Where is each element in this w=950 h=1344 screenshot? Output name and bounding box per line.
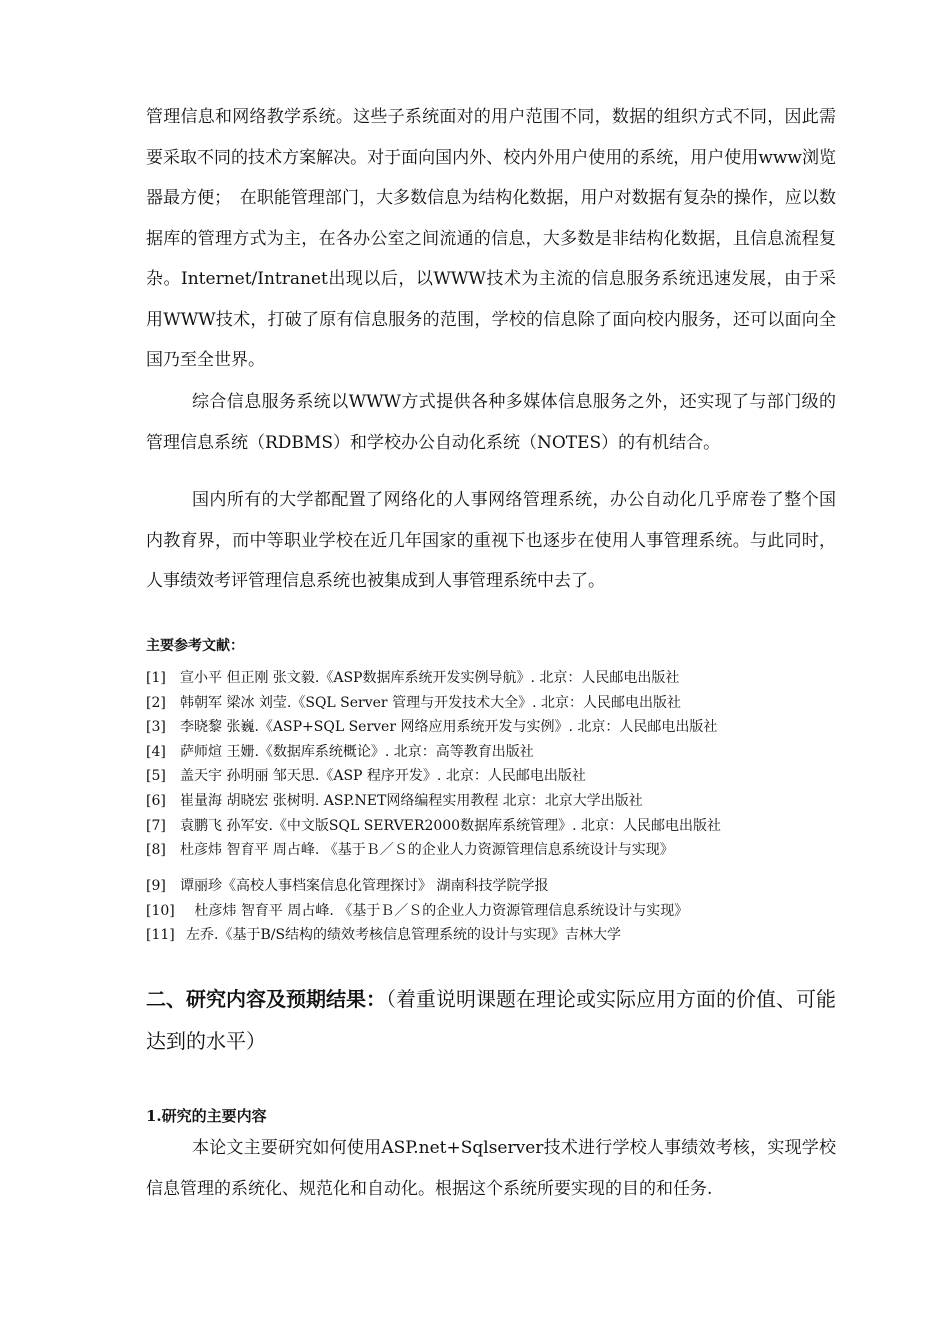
- section-heading-note: （着重说明课题在理论或实际应用方面的价值、可能达到的水平）: [146, 987, 836, 1053]
- reference-number: [6]: [146, 792, 166, 809]
- reference-number: [2]: [146, 694, 166, 711]
- body-paragraph-1: 管理信息和网络教学系统。这些子系统面对的用户范围不同，数据的组织方式不同，因此需要采取不同的技术方案解决。对于面向国内外、校内外用户使用的系统，用户使用www浏览器最方便； 在职能管理部门，大多数信息为结构化数据，用户对数据有复杂的操作，应以数据库的管理方式为主，在各办公室之间流通的信息，大多数是非结构化数据，且信息流程复杂。Internet/Intranet出现以后，以WWW技术为主流的信息服务系统迅速发展，由于采用WWW技术，打破了原有信息服务的范围，学校的信息除了面向校内服务，还可以面向全国乃至全世界。: [146, 107, 836, 370]
- reference-item-3: [146, 715, 846, 740]
- reference-text: 杜彦炜 智育平 周占峰. 《基于Ｂ／Ｓ的企业人力资源管理信息系统设计与实现》: [190, 902, 689, 919]
- body-paragraph-3: 国内所有的大学都配置了网络化的人事网络管理系统，办公自动化几乎席卷了整个国内教育界，而中等职业学校在近几年国家的重视下也逐步在使用人事管理系统。与此同时，人事绩效考评管理信息系统也被集成到人事管理系统中去了。: [146, 490, 836, 591]
- reference-number: [5]: [146, 768, 166, 785]
- reference-number: [3]: [146, 719, 166, 736]
- subsection-paragraph: 本论文主要研究如何使用ASP.net+Sqlserver技术进行学校人事绩效考核，实现学校信息管理的系统化、规范化和自动化。根据这个系统所要实现的目的和任务.: [146, 1138, 836, 1199]
- reference-text: 左乔.《基于B/S结构的绩效考核信息管理系统的设计与实现》吉林大学: [186, 927, 622, 944]
- body-paragraph-2: 综合信息服务系统以WWW方式提供各种多媒体信息服务之外，还实现了与部门级的管理信息系统（RDBMS）和学校办公自动化系统（NOTES）的有机结合。: [146, 392, 836, 453]
- reference-number: [4]: [146, 743, 166, 760]
- reference-text: 谭丽珍《高校人事档案信息化管理探讨》 湖南科技学院学报: [180, 878, 549, 894]
- reference-item-2: [146, 691, 846, 716]
- reference-text: 崔量海 胡晓宏 张树明. ASP.NET网络编程实用教程 北京：北京大学出版社: [180, 792, 643, 809]
- reference-text: 宣小平 但正刚 张文毅.《ASP数据库系统开发实例导航》. 北京：人民邮电出版社: [180, 670, 680, 686]
- reference-number: [1]: [146, 670, 166, 686]
- reference-text: 盖天宇 孙明丽 邹天思.《ASP 程序开发》. 北京：人民邮电出版社: [180, 768, 586, 785]
- section-heading-title: 二、研究内容及预期结果：: [146, 987, 386, 1011]
- reference-item-7: [146, 814, 846, 839]
- reference-item-10: [146, 899, 846, 924]
- reference-item-1: [146, 666, 846, 691]
- reference-number: [10]: [146, 902, 175, 919]
- reference-number: [11]: [146, 927, 175, 944]
- reference-text: 韩朝军 梁冰 刘莹.《SQL Server 管理与开发技术大全》. 北京：人民邮电出版社: [180, 694, 681, 711]
- reference-text: 李晓黎 张巍.《ASP+SQL Server 网络应用系统开发与实例》. 北京：人民邮电出版社: [180, 719, 718, 736]
- reference-text: 萨师煊 王姗.《数据库系统概论》. 北京：高等教育出版社: [180, 743, 534, 760]
- reference-number: [7]: [146, 817, 166, 834]
- reference-item-6: [146, 789, 846, 814]
- reference-item-11: [146, 923, 846, 948]
- subsection-heading: 1.研究的主要内容: [146, 1107, 267, 1125]
- section-heading: [146, 978, 846, 1062]
- references-list-b: [146, 874, 846, 948]
- reference-number: [8]: [146, 842, 166, 859]
- reference-item-4: [146, 740, 846, 765]
- reference-item-8: [146, 838, 846, 863]
- reference-item-9: [146, 874, 846, 899]
- reference-text: 杜彦炜 智育平 周占峰. 《基于Ｂ／Ｓ的企业人力资源管理信息系统设计与实现》: [180, 842, 674, 859]
- reference-text: 袁鹏飞 孙军安.《中文版SQL SERVER2000数据库系统管理》. 北京：人民邮电出版社: [180, 817, 721, 834]
- references-list-a: [146, 666, 846, 863]
- reference-number: [9]: [146, 878, 166, 894]
- references-title: 主要参考文献：: [146, 638, 244, 654]
- reference-item-5: [146, 764, 846, 789]
